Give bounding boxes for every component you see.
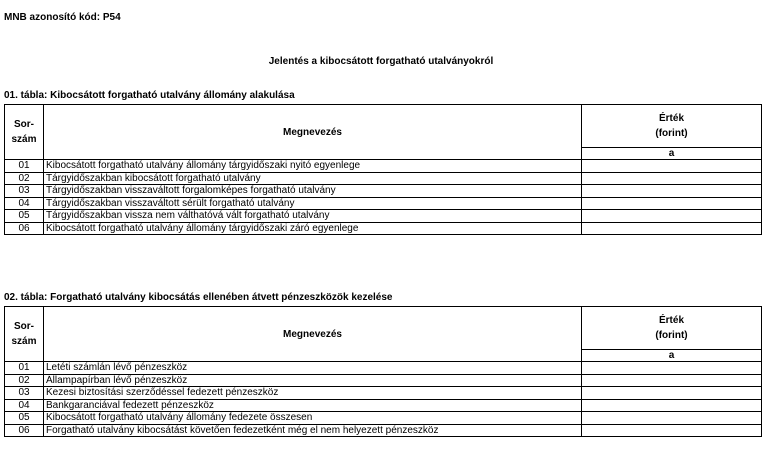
row-name: Kibocsátott forgatható utalvány állomány fedezete összesen bbox=[44, 412, 582, 425]
col-header-sorszam-line1: Sor- bbox=[14, 119, 34, 130]
table-row bbox=[5, 172, 762, 185]
row-number: 01 bbox=[5, 362, 44, 375]
col-header-ertek bbox=[582, 105, 762, 148]
table-row bbox=[5, 210, 762, 223]
row-name: Tárgyidőszakban visszaváltott forgalomképes forgatható utalvány bbox=[44, 185, 582, 198]
col-header-sorszam-line2: szám bbox=[11, 134, 37, 145]
col-header-megnevezes: Megnevezés bbox=[44, 105, 582, 160]
table-row bbox=[5, 185, 762, 198]
row-value-cell[interactable] bbox=[582, 172, 762, 185]
row-value-cell[interactable] bbox=[582, 424, 762, 437]
row-name: Letéti számlán lévő pénzeszköz bbox=[44, 362, 582, 375]
col-header-sorszam-line1: Sor- bbox=[14, 321, 34, 332]
col-header-ertek-line1: Érték bbox=[658, 315, 684, 326]
table-row bbox=[5, 424, 762, 437]
col-code-a: a bbox=[582, 350, 762, 362]
row-value-cell[interactable] bbox=[582, 387, 762, 400]
row-value-cell[interactable] bbox=[582, 412, 762, 425]
row-number: 05 bbox=[5, 412, 44, 425]
col-header-sorszam bbox=[5, 307, 44, 362]
row-number: 05 bbox=[5, 210, 44, 223]
table-02 bbox=[4, 306, 762, 437]
mnb-code: MNB azonosító kód: P54 bbox=[4, 12, 121, 23]
row-number: 03 bbox=[5, 387, 44, 400]
row-value-cell[interactable] bbox=[582, 160, 762, 173]
row-name: Tárgyidőszakban kibocsátott forgatható utalvány bbox=[44, 172, 582, 185]
table-row bbox=[5, 387, 762, 400]
row-value-cell[interactable] bbox=[582, 197, 762, 210]
row-name: Állampapírban lévő pénzeszköz bbox=[44, 374, 582, 387]
col-header-megnevezes: Megnevezés bbox=[44, 307, 582, 362]
table-01-caption: 01. tábla: Kibocsátott forgatható utalvány állomány alakulása bbox=[4, 90, 295, 101]
col-code-a: a bbox=[582, 148, 762, 160]
row-name: Tárgyidőszakban visszaváltott sérült forgatható utalvány bbox=[44, 197, 582, 210]
row-number: 03 bbox=[5, 185, 44, 198]
table-row bbox=[5, 412, 762, 425]
row-name: Tárgyidőszakban vissza nem válthatóvá vált forgatható utalvány bbox=[44, 210, 582, 223]
row-number: 01 bbox=[5, 160, 44, 173]
row-value-cell[interactable] bbox=[582, 399, 762, 412]
row-value-cell[interactable] bbox=[582, 374, 762, 387]
row-value-cell[interactable] bbox=[582, 185, 762, 198]
col-header-sorszam-line2: szám bbox=[11, 336, 37, 347]
table-02-caption: 02. tábla: Forgatható utalvány kibocsátás ellenében átvett pénzeszközök kezelése bbox=[4, 292, 393, 303]
row-name: Kibocsátott forgatható utalvány állomány tárgyidőszaki záró egyenlege bbox=[44, 222, 582, 235]
row-value-cell[interactable] bbox=[582, 222, 762, 235]
table-row bbox=[5, 399, 762, 412]
col-header-ertek bbox=[582, 307, 762, 350]
row-number: 02 bbox=[5, 374, 44, 387]
col-header-sorszam bbox=[5, 105, 44, 160]
row-number: 06 bbox=[5, 424, 44, 437]
row-value-cell[interactable] bbox=[582, 362, 762, 375]
row-name: Bankgaranciával fedezett pénzeszköz bbox=[44, 399, 582, 412]
row-value-cell[interactable] bbox=[582, 210, 762, 223]
table-01 bbox=[4, 104, 762, 235]
col-header-ertek-line2: (forint) bbox=[655, 330, 688, 341]
table-row bbox=[5, 374, 762, 387]
row-number: 06 bbox=[5, 222, 44, 235]
col-header-ertek-line2: (forint) bbox=[655, 128, 688, 139]
table-row bbox=[5, 197, 762, 210]
row-name: Kibocsátott forgatható utalvány állomány tárgyidőszaki nyitó egyenlege bbox=[44, 160, 582, 173]
row-name: Forgatható utalvány kibocsátást követően fedezetként még el nem helyezett pénzeszköz bbox=[44, 424, 582, 437]
row-name: Kezesi biztosítási szerződéssel fedezett pénzeszköz bbox=[44, 387, 582, 400]
row-number: 04 bbox=[5, 399, 44, 412]
table-row bbox=[5, 362, 762, 375]
report-title: Jelentés a kibocsátott forgatható utalványokról bbox=[268, 56, 494, 67]
table-row bbox=[5, 160, 762, 173]
row-number: 02 bbox=[5, 172, 44, 185]
row-number: 04 bbox=[5, 197, 44, 210]
table-row bbox=[5, 222, 762, 235]
col-header-ertek-line1: Érték bbox=[658, 113, 684, 124]
